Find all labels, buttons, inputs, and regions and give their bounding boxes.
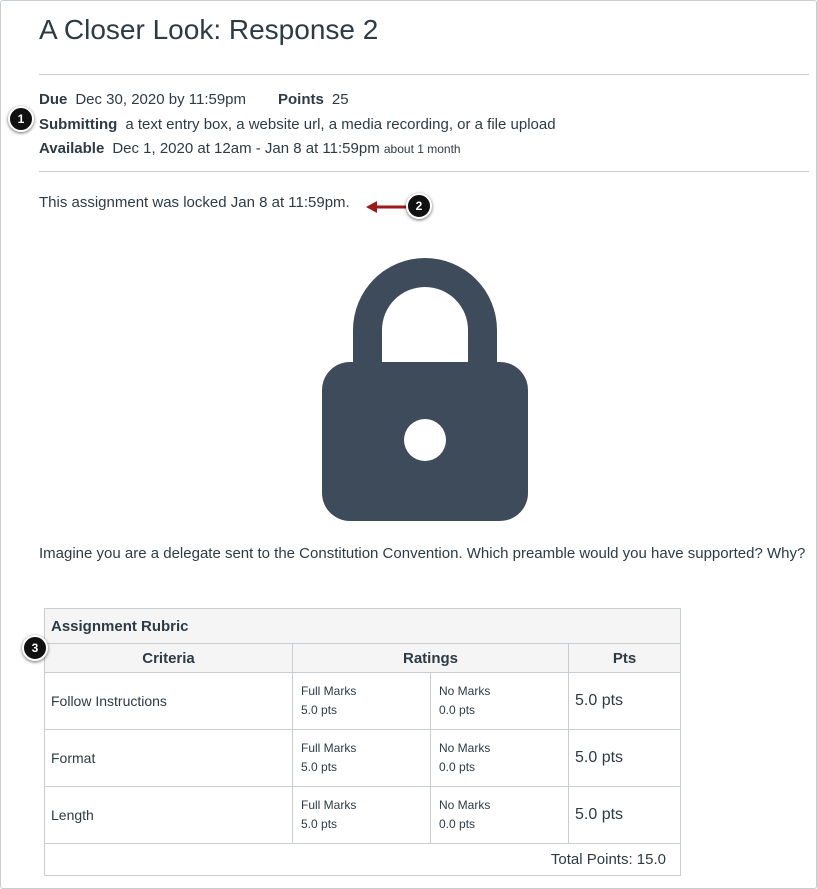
submitting-value: a text entry box, a website url, a media recording, or a file upload	[125, 116, 556, 133]
rating-points: 0.0 pts	[439, 760, 476, 774]
available-label: Available	[39, 140, 105, 157]
available-relative: about 1 month	[383, 142, 461, 156]
rating-points: 5.0 pts	[301, 703, 338, 717]
callout-3: 3	[22, 635, 48, 661]
rubric-row	[45, 730, 681, 787]
rating-label: No Marks	[439, 741, 491, 755]
rating-label: Full Marks	[301, 798, 357, 812]
divider	[39, 171, 809, 172]
assignment-prompt: Imagine you are a delegate sent to the Constitution Convention. Which preamble would you have supported? Why?	[39, 545, 806, 562]
criterion-name: Length	[45, 787, 293, 844]
rating-no-marks	[431, 730, 569, 787]
rating-no-marks	[431, 673, 569, 730]
rating-points: 0.0 pts	[439, 703, 476, 717]
available-value: Dec 1, 2020 at 12am - Jan 8 at 11:59pm	[112, 140, 380, 157]
points-value: 25	[331, 91, 349, 108]
details-row-submitting	[39, 116, 556, 133]
due-label: Due	[39, 91, 68, 108]
rating-no-marks	[431, 787, 569, 844]
page-title: A Closer Look: Response 2	[39, 14, 379, 45]
rubric-row	[45, 787, 681, 844]
rating-points: 0.0 pts	[439, 817, 476, 831]
criterion-points: 5.0 pts	[569, 730, 681, 787]
lock-message: This assignment was locked Jan 8 at 11:59pm.	[39, 194, 350, 211]
details-row-due	[39, 91, 349, 108]
rating-label: No Marks	[439, 684, 491, 698]
rubric-row	[45, 673, 681, 730]
rating-label: Full Marks	[301, 741, 357, 755]
callout-2: 2	[406, 193, 432, 219]
divider	[39, 74, 809, 75]
lock-icon	[322, 230, 528, 522]
rating-full-marks	[293, 673, 431, 730]
rubric-header-criteria: Criteria	[45, 644, 293, 673]
rating-full-marks	[293, 730, 431, 787]
details-row-available	[39, 140, 461, 157]
rating-label: No Marks	[439, 798, 491, 812]
rubric-header-ratings: Ratings	[293, 644, 569, 673]
callout-1: 1	[8, 106, 34, 132]
rating-points: 5.0 pts	[301, 760, 338, 774]
due-value: Dec 30, 2020 by 11:59pm	[75, 91, 247, 108]
rubric-header-pts: Pts	[569, 644, 681, 673]
criterion-points: 5.0 pts	[569, 673, 681, 730]
criterion-name: Follow Instructions	[45, 673, 293, 730]
rubric-total: Total Points: 15.0	[45, 844, 681, 876]
rating-full-marks	[293, 787, 431, 844]
rubric-title: Assignment Rubric	[45, 609, 681, 644]
arrow-left-icon	[366, 200, 408, 214]
points-label: Points	[278, 91, 324, 108]
rating-points: 5.0 pts	[301, 817, 338, 831]
submitting-label: Submitting	[39, 116, 118, 133]
criterion-points: 5.0 pts	[569, 787, 681, 844]
rubric-table	[44, 608, 681, 876]
rating-label: Full Marks	[301, 684, 357, 698]
criterion-name: Format	[45, 730, 293, 787]
